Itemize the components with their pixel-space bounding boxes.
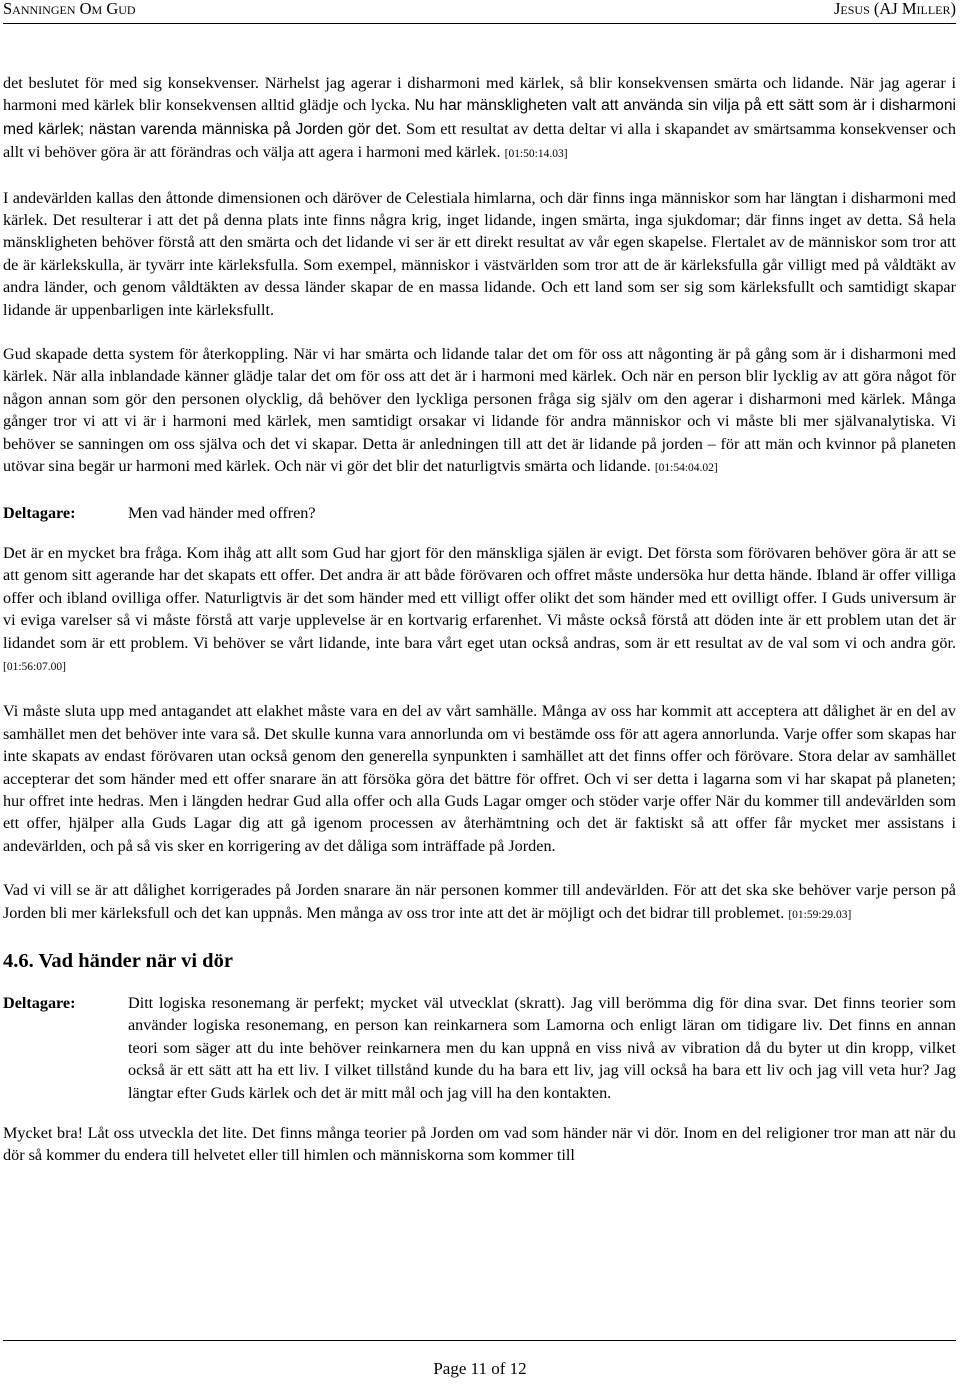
paragraph-3-text: Gud skapade detta system för återkoppling. När vi har smärta och lidande talar det om för oss att någonting är på gång som är i disharmoni med kärlek. När alla inblandade känner glädje talar det om för oss att det är i harmoni med kärlek. Och när en person blir lycklig av att göra något för någon annan som gör den personen olycklig, då behöver den lyckliga personen fråga sig själv om den agerar i disharmoni med kärlek. Många gånger tror vi att vi är i harmoni med kärlek, men samtidigt orsakar vi lidande för andra människor och vi måste bli mer självanalytiska. Vi behöver se sanningen om oss själva och det vi skapar. Detta är anledningen till att det är lidande på jorden – för att män och kvinnor på planeten utövar sina begär ur harmoni med kärlek. Och när vi gör det blir det naturligtvis smärta och lidande. [3, 345, 956, 476]
paragraph-6-text: Vad vi vill se är att dålighet korrigerades på Jorden snarare än när personen kommer till andevärlden. För att det ska ske behöver varje person på Jorden bli mer kärleksfull och det kan uppnås. Men många av oss tror inte att det är möjligt och det bidrar till problemet. [3, 881, 956, 922]
paragraph-1 [3, 72, 956, 166]
paragraph-4-text: Det är en mycket bra fråga. Kom ihåg att allt som Gud har gjort för den mänskliga själen är evigt. Det första som förövaren behöver göra är att se att genom sitt agerande har det skapats ett offer. Det andra är att både förövaren och offret måste undersöka hur detta hände. Ibland är offer villiga offer och ibland ovilliga offer. Naturligtvis är det som händer med ett villigt offer olikt det som händer med ett ovilligt offer. I Guds universum är vi eviga varelser så vi måste förstå att varje upplevelse är en kortvarig erfarenhet. Vi måste också förstå att döden inte är ett problem utan det är lidandet som är ett problem. Vi behöver se vårt lidande, inte bara vårt eget utan också andras, som är ett resultat av de val som vi och andra gör. [3, 543, 956, 652]
speaker-label: Deltagare: [3, 503, 76, 522]
header-author: Jesus (AJ Miller) [833, 0, 956, 18]
paragraph-1-text-a: det beslutet för med sig konsekvenser. Närhelst jag agerar i disharmoni med kärlek, så blir konsekvensen smärta och lidande. När jag agerar i harmoni med kärlek blir konsekvensen alltid glädje och lycka. [3, 74, 956, 115]
paragraph-7: Mycket bra! Låt oss utveckla det lite. Det finns många teorier på Jorden om vad som händer när vi dör. Inom en del religioner tror man att när du dör så kommer du endera till helvetet eller till himlen och människorna som kommer till [3, 1124, 956, 1165]
timestamp: [01:54:04.02] [654, 462, 718, 475]
paragraph-3 [3, 343, 956, 479]
question-text: Men vad händer med offren? [128, 503, 316, 522]
paragraph-1-text-b: Nu har mänskligheten valt att använda sin vilja på ett sätt som är i disharmoni med kärlek; nästan varenda människa på Jorden gör det. [3, 97, 956, 138]
participant-question-2 [3, 992, 956, 1104]
question-text: Ditt logiska resonemang är perfekt; mycket väl utvecklat (skratt). Jag vill berömma dig för dina svar. Det finns teorier som använder logiska resonemang, en person kan reinkarnera som Lamorna och enligt läran om tidigare liv. Det finns en annan teori som säger att du inte behöver reinkarnera men du kan uppnå en viss nivå av vibration då du byter ut din kropp, vilket också är ett sätt att ha ett liv. I vilket tillstånd kunde du ha bara ett liv, jag vill också ha bara ett liv och jag vill veta hur? Jag längtar efter Guds kärlek och det är mitt mål och jag vill ha den kontakten. [128, 994, 956, 1102]
timestamp: [01:59:29.03] [788, 908, 852, 921]
paragraph-5: Vi måste sluta upp med antagandet att elakhet måste vara en del av vårt samhälle. Många av oss har kommit att acceptera att dålighet är en del av samhället men det behöver inte vara så. Det skulle kunna vara annorlunda om vi bestämde oss för att agera annorlunda. Varje offer som skapas har inte skapats av endast förövaren utan också genom den generella synpunkten i samhället att det finns offer och förövare. Stora delar av samhället accepterar det som händer med ett offer snarare än att försöka göra det bättre för offret. Och vi ser detta i lagarna som vi har skapat på planeten; hur offret inte hedras. Men i längden hedrar Gud alla offer och alla Guds Lagar omger och stöder varje offer När du kommer till andevärlden som ett offer, hjälper alla Guds Lagar dig att gå igenom processen av återhämtning och det är faktiskt så att offer får mycket mer assistans i andevärlden, och på så vis sker en korrigering av det dåliga som inträffade på Jorden. [3, 702, 956, 855]
timestamp: [01:50:14.03] [504, 148, 568, 161]
header-divider [3, 23, 956, 24]
page-number: Page 11 of 12 [433, 1359, 527, 1378]
timestamp: [01:56:07.00] [3, 660, 66, 673]
paragraph-6 [3, 879, 956, 926]
header-title: Sanningen Om Gud [3, 0, 136, 18]
participant-question-1 [3, 502, 956, 524]
paragraph-1-text-c: Som ett resultat av detta deltar vi alla i skapandet av smärtsamma konsekvenser och allt vi behöver göra är att förändras och välja att agera i harmoni med kärlek. [3, 119, 956, 162]
running-header [3, 0, 956, 22]
footer-divider [3, 1340, 956, 1341]
paragraph-4 [3, 542, 956, 678]
page-body [3, 72, 956, 1189]
speaker-label: Deltagare: [3, 994, 76, 1012]
section-heading: 4.6. Vad händer när vi dör [3, 950, 233, 972]
paragraph-2: I andevärlden kallas den åttonde dimensionen och däröver de Celestiala himlarna, och där finns inga människor som har längtan i disharmoni med kärlek. Det resulterar i att det på denna plats inte finns några krig, inget lidande, ingen smärta, inga sjukdomar; där finns inget av detta. Så hela mänskligheten behöver förstå att den smärta och det lidande vi ser är ett direkt resultat av vår egen skapelse. Flertalet av de människor som tror att de är kärlekskulla, är tyvärr inte kärleksfulla. Som exempel, människor i västvärlden som tror att de är kärleksfulla går villigt med på våldtäkt av andra länder, och genom våldtäkten av dessa länder skapar de en massa lidande. Och ett land som ser sig som kärleksfullt och samtidigt skapar lidande är uppenbarligen inte kärleksfullt. [3, 188, 956, 319]
